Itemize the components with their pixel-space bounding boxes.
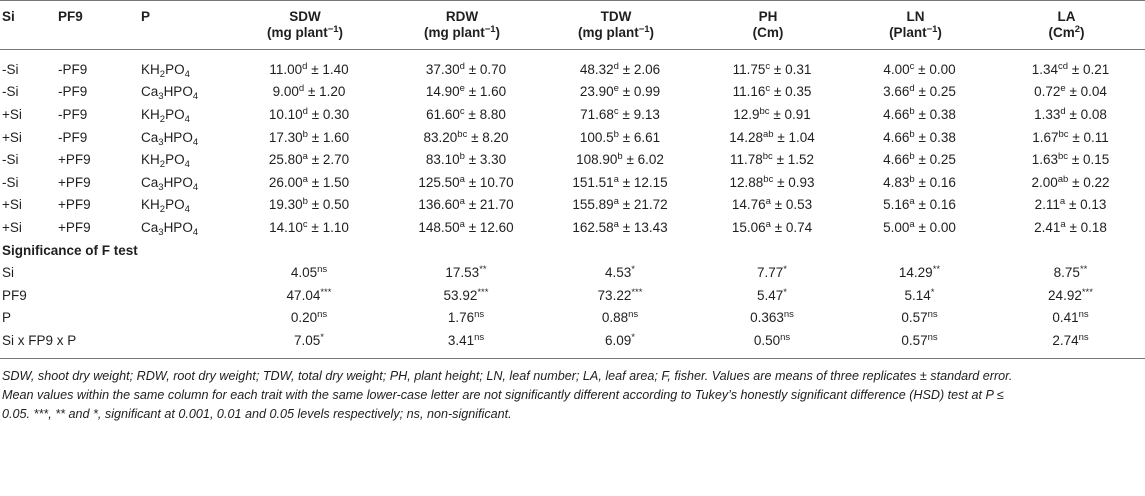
cell-p: $Ca_3HPO_4$ — [141, 129, 199, 148]
cell-si: +Si — [2, 219, 22, 235]
cell-sdw: 14.10$^c$ ± 1.10 — [269, 218, 349, 235]
cell-pf9: -PF9 — [58, 106, 88, 122]
table-row — [0, 171, 1145, 194]
cell-tdw: 151.51$^a$ ± 12.15 — [572, 173, 668, 190]
ftest-rdw: $3.41^{ns}$ — [447, 331, 485, 348]
table-row — [0, 103, 1145, 126]
ftest-ln: 14.29** — [898, 264, 941, 281]
ftest-sdw: 7.05* — [294, 331, 324, 348]
cell-p: $KH_2PO_4$ — [141, 61, 190, 80]
cell-ph: 14.76$^a$ ± 0.53 — [731, 196, 813, 213]
cell-p: $Ca_3HPO_4$ — [141, 84, 199, 103]
ftest-ph: 7.77* — [757, 264, 787, 281]
cell-ph: 11.75$^c$ ± 0.31 — [732, 60, 812, 77]
cell-p: $Ca_3HPO_4$ — [141, 219, 199, 238]
cell-ln: 4.66$^b$ ± 0.38 — [883, 105, 956, 122]
header-rdw: RDW — [445, 9, 479, 24]
table-body — [0, 50, 1145, 359]
cell-sdw: 26.00$^a$ ± 1.50 — [268, 173, 350, 190]
cell-pf9: -PF9 — [58, 84, 88, 100]
cell-ln: 5.00$^a$ ± 0.00 — [883, 218, 956, 235]
cell-la: 1.33$^d$ ± 0.08 — [1034, 105, 1107, 122]
cell-pf9: +PF9 — [58, 197, 91, 213]
cell-la: 1.67$^{bc}$ ± 0.11 — [1032, 128, 1109, 145]
ftest-la: 8.75** — [1053, 264, 1088, 281]
cell-rdw: 61.60$^c$ ± 8.80 — [426, 105, 506, 122]
cell-si: -Si — [2, 174, 19, 190]
ftest-ln: 5.14* — [904, 286, 935, 303]
cell-si: +Si — [2, 129, 22, 145]
cell-ln: 4.00$^c$ ± 0.00 — [883, 60, 956, 77]
table-footnote — [0, 359, 1145, 424]
ftest-ph: $0.50^{ns}$ — [753, 331, 791, 348]
cell-sdw: 25.80$^a$ ± 2.70 — [268, 151, 350, 168]
cell-ln: 3.66$^d$ ± 0.25 — [883, 83, 956, 100]
ftest-row — [0, 329, 1145, 358]
table-header — [0, 1, 1145, 50]
cell-p: $KH_2PO_4$ — [141, 197, 190, 216]
ftest-rdw: 53.92*** — [443, 286, 489, 303]
cell-si: +Si — [2, 106, 22, 122]
cell-ph: 15.06$^a$ ± 0.74 — [731, 218, 813, 235]
cell-tdw: 108.90$^b$ ± 6.02 — [576, 151, 664, 168]
footnote-line: 0.05. ***, ** and *, significant at 0.001, 0.01 and 0.05 levels respectively; ns, non-significant. — [2, 406, 512, 421]
ftest-rdw: $1.76^{ns}$ — [447, 309, 485, 326]
table-row — [0, 216, 1145, 239]
ftest-ln: $0.57^{ns}$ — [901, 309, 938, 326]
cell-pf9: +PF9 — [58, 174, 91, 190]
cell-tdw: 155.89$^a$ ± 21.72 — [572, 196, 668, 213]
cell-ln: 4.66$^b$ ± 0.25 — [883, 151, 956, 168]
cell-sdw: 9.00$^d$ ± 1.20 — [272, 83, 346, 100]
cell-rdw: 83.20$^{bc}$ ± 8.20 — [423, 128, 509, 145]
cell-ln: 4.66$^b$ ± 0.38 — [883, 128, 956, 145]
cell-ln: 4.83$^b$ ± 0.16 — [883, 173, 956, 190]
cell-la: 1.63$^{bc}$ ± 0.15 — [1031, 151, 1110, 168]
cell-si: -Si — [2, 152, 19, 168]
cell-ph: 12.9$^{bc}$ ± 0.91 — [733, 105, 811, 122]
header-tdw-unit: (mg plant$^{-1}$) — [577, 24, 655, 40]
ftest-tdw: $0.88^{ns}$ — [601, 309, 639, 326]
cell-pf9: +PF9 — [58, 152, 91, 168]
ftest-ph: $0.363^{ns}$ — [750, 309, 794, 326]
header-ph: PH — [758, 9, 778, 24]
header-rdw-unit: (mg plant$^{-1}$) — [423, 24, 501, 40]
cell-rdw: 148.50$^a$ ± 12.60 — [418, 218, 514, 235]
cell-si: -Si — [2, 84, 19, 100]
cell-rdw: 83.10$^b$ ± 3.30 — [425, 151, 507, 168]
cell-tdw: 48.32$^d$ ± 2.06 — [579, 60, 661, 77]
ftest-row — [0, 307, 1145, 330]
cell-rdw: 37.30$^d$ ± 0.70 — [425, 60, 507, 77]
ftest-tdw: 6.09* — [605, 331, 635, 348]
footnote-line: Mean values within the same column for each trait with the same lower-case letter are not significantly different according to Tukey’s honestly significant difference (HSD) test at P ≤ — [2, 387, 1004, 402]
cell-si: +Si — [2, 197, 22, 213]
ftest-label: Si — [2, 265, 15, 281]
cell-ph: 11.78$^{bc}$ ± 1.52 — [729, 151, 814, 168]
cell-ph: 14.28$^{ab}$ ± 1.04 — [729, 128, 815, 145]
ftest-ln: $0.57^{ns}$ — [901, 331, 938, 348]
header-ln: LN — [906, 9, 925, 24]
ftest-rdw: 17.53** — [445, 264, 487, 281]
cell-ph: 11.16$^c$ ± 0.35 — [732, 83, 812, 100]
header-la-unit: (Cm$^2$) — [1048, 24, 1085, 40]
cell-pf9: -PF9 — [58, 129, 88, 145]
cell-pf9: -PF9 — [58, 61, 88, 77]
cell-sdw: 17.30$^b$ ± 1.60 — [268, 128, 350, 145]
ftest-la: $0.41^{ns}$ — [1052, 309, 1089, 326]
cell-p: $KH_2PO_4$ — [141, 152, 190, 171]
cell-rdw: 14.90$^e$ ± 1.60 — [425, 83, 507, 100]
header-sdw: SDW — [289, 9, 321, 24]
ftest-ph: 5.47* — [757, 286, 787, 303]
significance-title-row — [0, 239, 1145, 262]
ftest-sdw: 47.04*** — [286, 286, 332, 303]
cell-rdw: 125.50$^a$ ± 10.70 — [418, 173, 514, 190]
cell-p: $Ca_3HPO_4$ — [141, 174, 199, 193]
cell-ph: 12.88$^{bc}$ ± 0.93 — [729, 173, 815, 190]
cell-tdw: 162.58$^a$ ± 13.43 — [572, 218, 668, 235]
ftest-label: Si x FP9 x P — [2, 332, 77, 348]
ftest-row — [0, 284, 1145, 307]
header-ph-unit: (Cm) — [752, 25, 784, 40]
table-row — [0, 81, 1145, 104]
table-row — [0, 126, 1145, 149]
cell-tdw: 23.90$^e$ ± 0.99 — [579, 83, 661, 100]
ftest-sdw: $0.20^{ns}$ — [290, 309, 328, 326]
cell-si: -Si — [2, 61, 19, 77]
header-la: LA — [1057, 9, 1076, 24]
table-row — [0, 148, 1145, 171]
cell-sdw: 10.10$^d$ ± 0.30 — [268, 105, 350, 122]
cell-ln: 5.16$^a$ ± 0.16 — [883, 196, 956, 213]
significance-title: Significance of F test — [2, 242, 138, 258]
ftest-label: PF9 — [2, 287, 27, 303]
table-row — [0, 194, 1145, 217]
cell-la: 2.41$^a$ ± 0.18 — [1034, 218, 1107, 235]
ftest-label: P — [2, 310, 12, 326]
cell-la: 2.11$^a$ ± 0.13 — [1034, 196, 1107, 213]
cell-pf9: +PF9 — [58, 219, 91, 235]
cell-tdw: 71.68$^c$ ± 9.13 — [580, 105, 660, 122]
header-si: Si — [2, 9, 15, 24]
cell-sdw: 11.00$^d$ ± 1.40 — [269, 60, 349, 77]
ftest-la: 24.92*** — [1048, 286, 1093, 303]
footnote-line: SDW, shoot dry weight; RDW, root dry weight; TDW, total dry weight; PH, plant height; LN, leaf number; LA, leaf area; F, fisher. Values are means of three replicates ± standard error. — [2, 368, 1013, 383]
cell-sdw: 19.30$^b$ ± 0.50 — [268, 196, 350, 213]
cell-rdw: 136.60$^a$ ± 21.70 — [418, 196, 514, 213]
cell-tdw: 100.5$^b$ ± 6.61 — [579, 128, 661, 145]
cell-p: $KH_2PO_4$ — [141, 106, 190, 125]
ftest-sdw: $4.05^{ns}$ — [290, 264, 328, 281]
ftest-tdw: 4.53* — [605, 264, 635, 281]
ftest-tdw: 73.22*** — [597, 286, 643, 303]
header-ln-unit: (Plant$^{-1}$) — [889, 24, 942, 40]
cell-la: 0.72$^e$ ± 0.04 — [1034, 83, 1107, 100]
cell-la: 2.00$^{ab}$ ± 0.22 — [1031, 173, 1110, 190]
header-sdw-unit: (mg plant$^{-1}$) — [266, 24, 344, 40]
ftest-la: $2.74^{ns}$ — [1052, 331, 1089, 348]
table-row — [0, 50, 1145, 81]
header-pf9: PF9 — [58, 9, 83, 24]
header-p: P — [141, 9, 151, 24]
cell-la: 1.34$^{cd}$ ± 0.21 — [1031, 60, 1110, 77]
ftest-row — [0, 261, 1145, 284]
header-tdw: TDW — [600, 9, 632, 24]
